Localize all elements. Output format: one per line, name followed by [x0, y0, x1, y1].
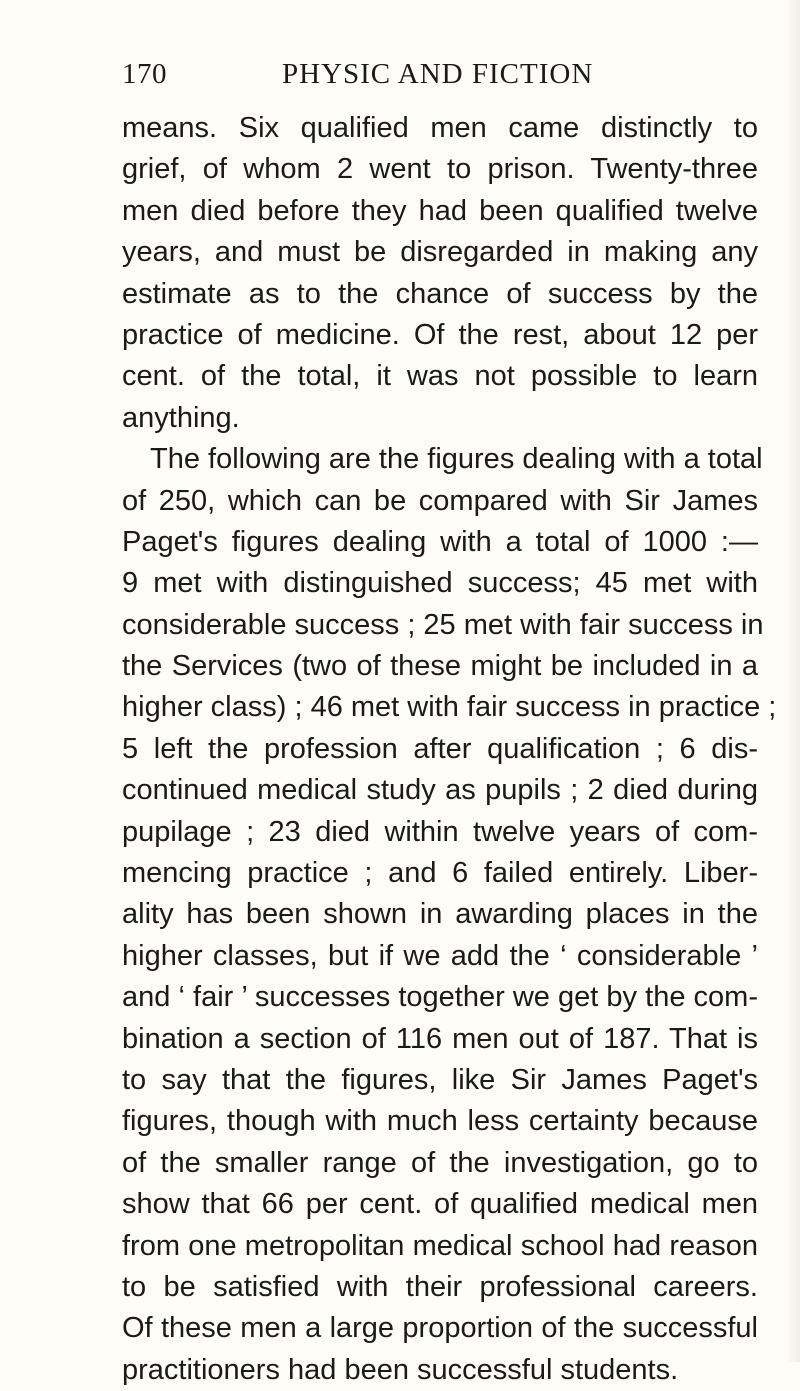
body-text — [122, 108, 777, 1391]
text-line: men died before they had been qualified twelve — [122, 194, 758, 227]
page-edge-shadow — [786, 0, 800, 1362]
text-line: bination a section of 116 men out of 187. That is — [122, 1022, 758, 1055]
text-line: 9 met with distinguished success; 45 met with — [122, 567, 758, 600]
text-line: the Services (two of these might be included in a — [122, 650, 758, 683]
text-line: ality has been shown in awarding places in the — [122, 898, 758, 931]
text-line: and ‘ fair ’ successes together we get by the com- — [122, 981, 758, 1014]
text-line: of the smaller range of the investigation, go to — [122, 1146, 758, 1179]
text-line: practitioners had been successful students. — [122, 1353, 679, 1386]
text-line: figures, though with much less certainty because — [122, 1105, 758, 1138]
text-line: The following are the figures dealing with a total — [150, 443, 763, 476]
text-line: pupilage ; 23 died within twelve years of com- — [122, 815, 758, 848]
text-line: higher class) ; 46 met with fair success in practice ; — [122, 691, 777, 724]
text-line: to be satisfied with their professional careers. — [122, 1270, 758, 1303]
text-line: practice of medicine. Of the rest, about 12 per — [122, 318, 758, 351]
text-line: grief, of whom 2 went to prison. Twenty-three — [122, 153, 758, 186]
text-line: show that 66 per cent. of qualified medical men — [122, 1188, 758, 1221]
text-line: anything. — [122, 401, 240, 434]
text-line: estimate as to the chance of success by the — [122, 277, 758, 310]
text-line: considerable success ; 25 met with fair success in — [122, 608, 764, 641]
text-line: from one metropolitan medical school had reason — [122, 1229, 758, 1262]
running-head — [122, 58, 758, 98]
text-line: Paget's figures dealing with a total of 1000 :— — [122, 525, 758, 558]
text-line: of 250, which can be compared with Sir James — [122, 484, 758, 517]
running-title: PHYSIC AND FICTION — [282, 58, 594, 90]
text-line: to say that the figures, like Sir James Paget's — [122, 1063, 758, 1096]
text-line: continued medical study as pupils ; 2 died during — [122, 774, 758, 807]
text-line: Of these men a large proportion of the successful — [122, 1312, 758, 1345]
text-line: cent. of the total, it was not possible to learn — [122, 360, 758, 393]
text-line: years, and must be disregarded in making any — [122, 236, 758, 269]
text-line: mencing practice ; and 6 failed entirely. Liber- — [122, 857, 758, 890]
text-line: higher classes, but if we add the ‘ considerable ’ — [122, 939, 758, 972]
page-number: 170 — [122, 58, 167, 90]
text-line: 5 left the profession after qualification ; 6 dis- — [122, 732, 758, 765]
text-line: means. Six qualified men came distinctly to — [122, 112, 758, 144]
